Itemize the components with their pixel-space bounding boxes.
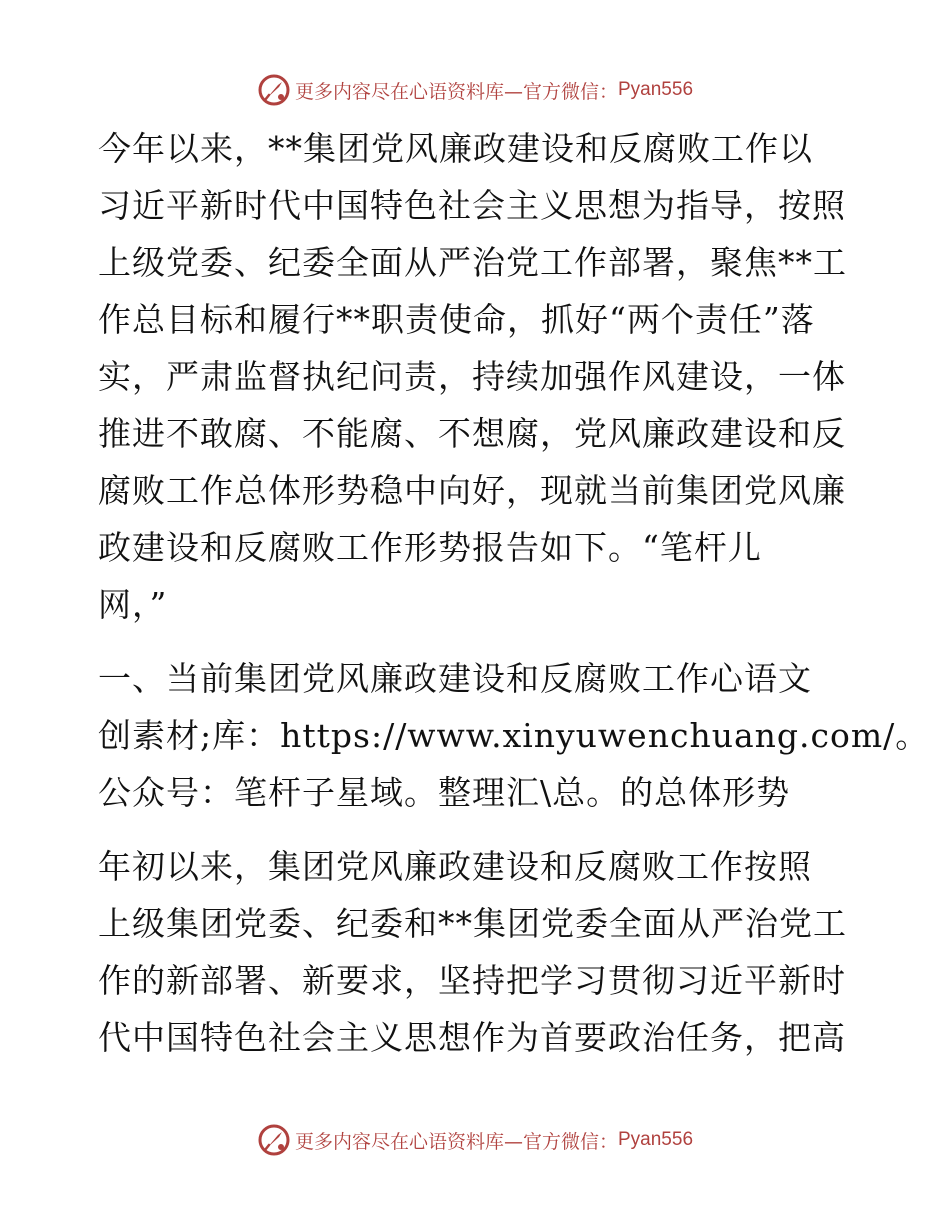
watermark-text: 更多内容尽在心语资料库—官方微信： [294, 80, 618, 103]
text-line: 上级集团党委、纪委和**集团党委全面从严治党工 [98, 904, 847, 943]
text-line: 代中国特色社会主义思想作为首要政治任务，把高 [98, 1018, 846, 1057]
text-line: 年初以来，集团党风廉政建设和反腐败工作按照 [98, 847, 812, 886]
text-line: 创素材;库：https://www.xinyuwenchuang.com/。 [98, 716, 930, 755]
text-line: 实，严肃监督执纪问责，持续加强作风建设，一体 [98, 357, 846, 396]
paragraph-section-1 [98, 838, 858, 1066]
document-body [98, 120, 930, 1066]
text-line: 一、当前集团党风廉政建设和反腐败工作心语文 [98, 659, 812, 698]
paragraph-intro [98, 120, 858, 633]
text-line: 政建设和反腐败工作形势报告如下。“笔杆儿 [98, 528, 762, 567]
pen-nib-circle-icon [257, 73, 291, 107]
text-line: 网，” [98, 585, 168, 624]
pen-nib-circle-icon [257, 1123, 291, 1157]
watermark-wechat-id: Pyan556 [618, 1129, 694, 1150]
text-line: 公众号：笔杆子星域。整理汇\总。的总体形势 [98, 773, 791, 812]
text-line: 习近平新时代中国特色社会主义思想为指导，按照 [98, 186, 846, 225]
text-line: 推进不敢腐、不能腐、不想腐，党风廉政建设和反 [98, 414, 846, 453]
text-line: 作的新部署、新要求，坚持把学习贯彻习近平新时 [98, 961, 846, 1000]
footer-watermark [0, 1120, 950, 1160]
text-line: 上级党委、纪委全面从严治党工作部署，聚焦**工 [98, 243, 847, 282]
watermark-text: 更多内容尽在心语资料库—官方微信： [294, 1130, 618, 1153]
text-line: 作总目标和履行**职责使命，抓好“两个责任”落 [98, 300, 815, 339]
header-watermark [0, 70, 950, 110]
watermark-wechat-id: Pyan556 [618, 79, 694, 100]
section-heading-1 [98, 650, 930, 821]
text-line: 腐败工作总体形势稳中向好，现就当前集团党风廉 [98, 471, 846, 510]
text-line: 今年以来，**集团党风廉政建设和反腐败工作以 [98, 129, 813, 168]
